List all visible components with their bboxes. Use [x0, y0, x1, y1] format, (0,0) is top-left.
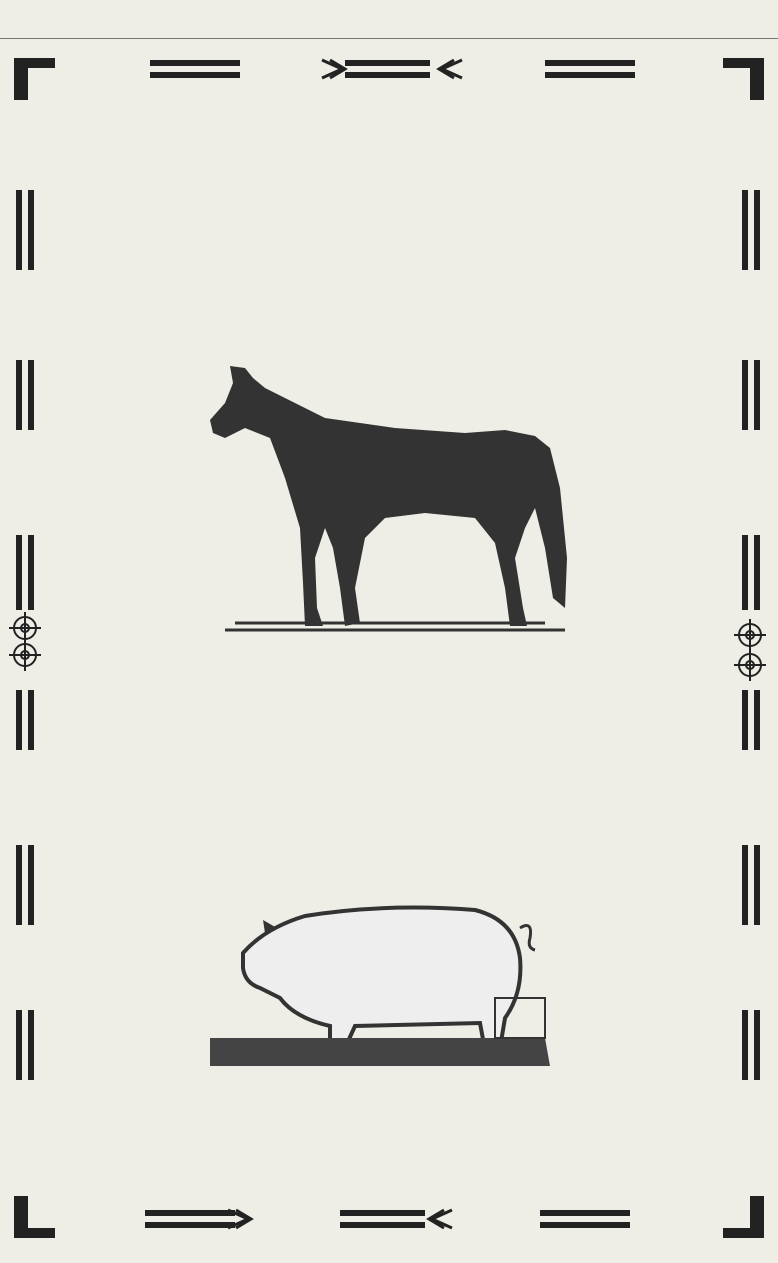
- horse-engraving-icon: [205, 358, 580, 638]
- page-header: [0, 8, 778, 32]
- rosette-ornament-icon: [734, 649, 766, 681]
- rosette-ornament-icon: [734, 619, 766, 651]
- header-rule: [0, 38, 778, 39]
- rosette-ornament-icon: [9, 639, 41, 671]
- rosette-ornament-icon: [9, 612, 41, 644]
- pig-engraving-icon: [205, 898, 560, 1076]
